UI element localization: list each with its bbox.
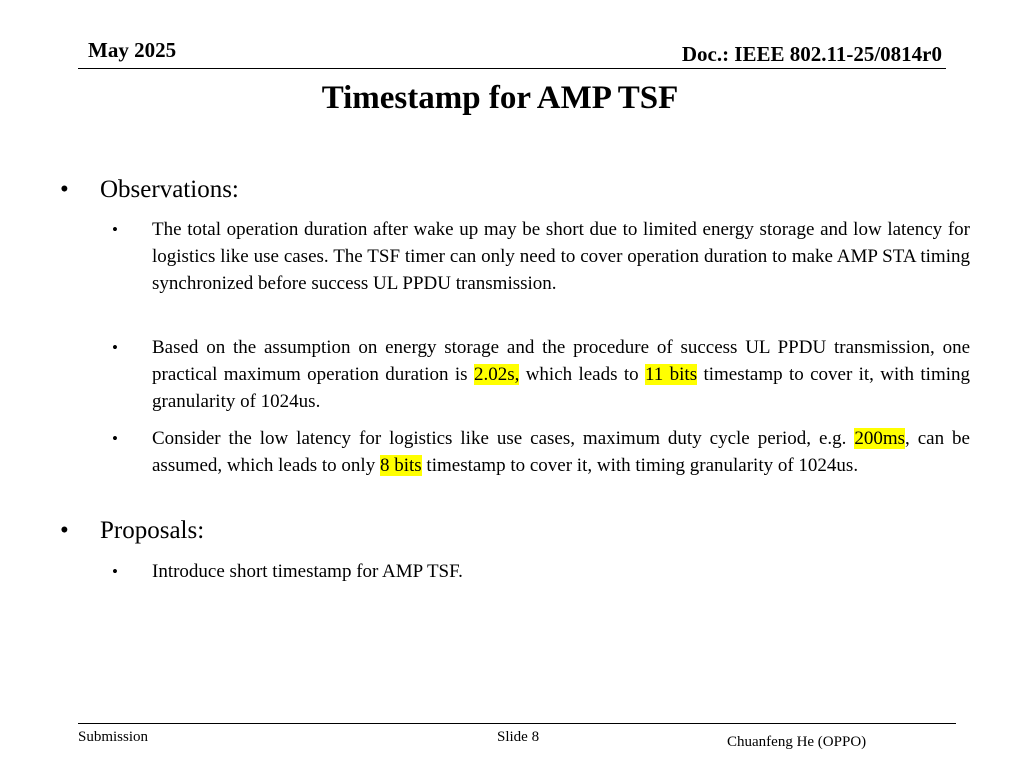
proposal-1-text: Introduce short timestamp for AMP TSF. [152,561,463,582]
highlight-operation-duration: 2.02s, [473,364,520,385]
footer-divider [78,723,956,724]
slide-title: Timestamp for AMP TSF [321,80,679,116]
bullet-icon: • [112,562,118,581]
observation-1-text: The total operation duration after wake up may be short due to limited energy storage and low latency for logistics like use cases. The TSF timer can only need to cover operation duration to make AMP STA timing synchronized before success UL PPDU transmission. [152,219,970,294]
highlight-200ms: 200ms [854,428,906,449]
bullet-icon: • [112,429,118,448]
bullet-icon: • [112,338,118,357]
observation-2-text [152,334,970,415]
header-divider [78,68,946,69]
observation-2-part-3: timestamp to cover it, with timing granularity of 1024us. [152,364,971,412]
bullet-icon: • [112,220,118,239]
header-date: May 2025 [88,38,177,62]
highlight-8-bits: 8 bits [379,455,422,476]
footer-author: Chuanfeng He (OPPO) [727,734,867,750]
observation-2-part-2: which leads to [519,364,645,385]
observation-3-text [152,425,970,479]
observation-3-part-3: timestamp to cover it, with timing granularity of 1024us. [421,455,859,476]
observation-3-part-2: , can be assumed, which leads to only [152,428,970,476]
proposals-label: Proposals: [100,517,205,544]
footer-slide-number: Slide 8 [497,729,540,745]
footer-submission: Submission [78,729,149,745]
header-doc-id: Doc.: IEEE 802.11-25/0814r0 [681,42,942,66]
bullet-icon: • [60,176,69,203]
observation-3-part-1: Consider the low latency for logistics like use cases, maximum duty cycle period, e.g. [152,428,855,449]
observations-label: Observations: [100,176,239,203]
highlight-11-bits: 11 bits [645,364,698,385]
observation-2-part-1: Based on the assumption on energy storage and the procedure of success UL PPDU transmission, one practical maximum operation duration is [152,337,970,385]
bullet-icon: • [60,517,69,544]
